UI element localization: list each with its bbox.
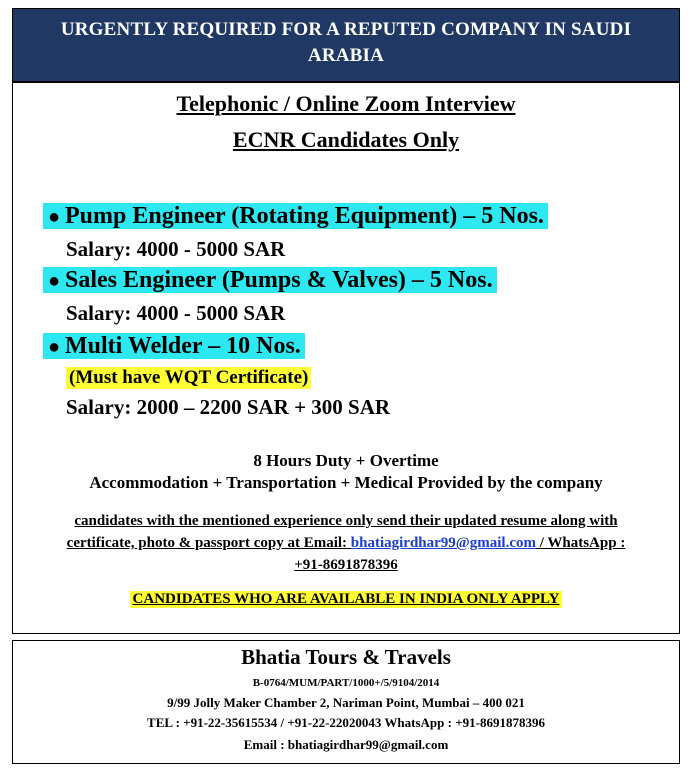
bullet-icon: ● bbox=[47, 270, 61, 292]
header-line-2: ARABIA bbox=[307, 45, 385, 66]
job-requirement: (Must have WQT Certificate) bbox=[66, 367, 311, 389]
ecnr-notice: ECNR Candidates Only bbox=[232, 127, 460, 152]
benefits-provided: Accommodation + Transportation + Medical Provided by the company bbox=[89, 473, 603, 492]
job-title: Pump Engineer (Rotating Equipment) – 5 Nos. bbox=[65, 203, 544, 229]
instructions-line-2: certificate, photo & passport copy at Email: bhatiagirdhar99@gmail.com / WhatsApp : bbox=[66, 535, 626, 551]
job-item-sales-engineer bbox=[43, 267, 497, 294]
bullet-icon: ● bbox=[47, 336, 61, 358]
job-salary: Salary: 2000 – 2200 SAR + 300 SAR bbox=[66, 395, 391, 419]
duty-hours: 8 Hours Duty + Overtime bbox=[253, 451, 439, 470]
job-salary: Salary: 4000 - 5000 SAR bbox=[66, 237, 286, 261]
company-email: Email : bhatiagirdhar99@gmail.com bbox=[243, 737, 449, 752]
email-link[interactable]: bhatiagirdhar99@gmail.com bbox=[350, 535, 536, 551]
job-title: Sales Engineer (Pumps & Valves) – 5 Nos. bbox=[65, 267, 493, 293]
job-item-pump-engineer bbox=[43, 203, 548, 230]
job-item-multi-welder bbox=[43, 333, 305, 360]
company-phones: TEL : +91-22-35615534 / +91-22-22020043 WhatsApp : +91-8691878396 bbox=[147, 715, 545, 730]
instructions-line-1: candidates with the mentioned experience only send their updated resume along with bbox=[74, 513, 618, 529]
header-line-1: URGENTLY REQUIRED FOR A REPUTED COMPANY IN SAUDI bbox=[60, 19, 632, 40]
company-footer bbox=[12, 640, 680, 764]
header-banner bbox=[12, 8, 680, 82]
job-salary: Salary: 4000 - 5000 SAR bbox=[66, 301, 286, 325]
whatsapp-number: +91-8691878396 bbox=[294, 557, 398, 573]
india-only-notice: CANDIDATES WHO ARE AVAILABLE IN INDIA ONLY APPLY bbox=[13, 591, 679, 608]
job-title: Multi Welder – 10 Nos. bbox=[65, 333, 301, 359]
interview-type: Telephonic / Online Zoom Interview bbox=[176, 91, 516, 116]
bullet-icon: ● bbox=[47, 206, 61, 228]
company-name: Bhatia Tours & Travels bbox=[241, 645, 451, 669]
license-number: B-0764/MUM/PART/1000+/5/9104/2014 bbox=[252, 677, 440, 689]
company-address: 9/99 Jolly Maker Chamber 2, Nariman Point, Mumbai – 400 021 bbox=[167, 695, 525, 710]
main-content bbox=[12, 82, 680, 634]
